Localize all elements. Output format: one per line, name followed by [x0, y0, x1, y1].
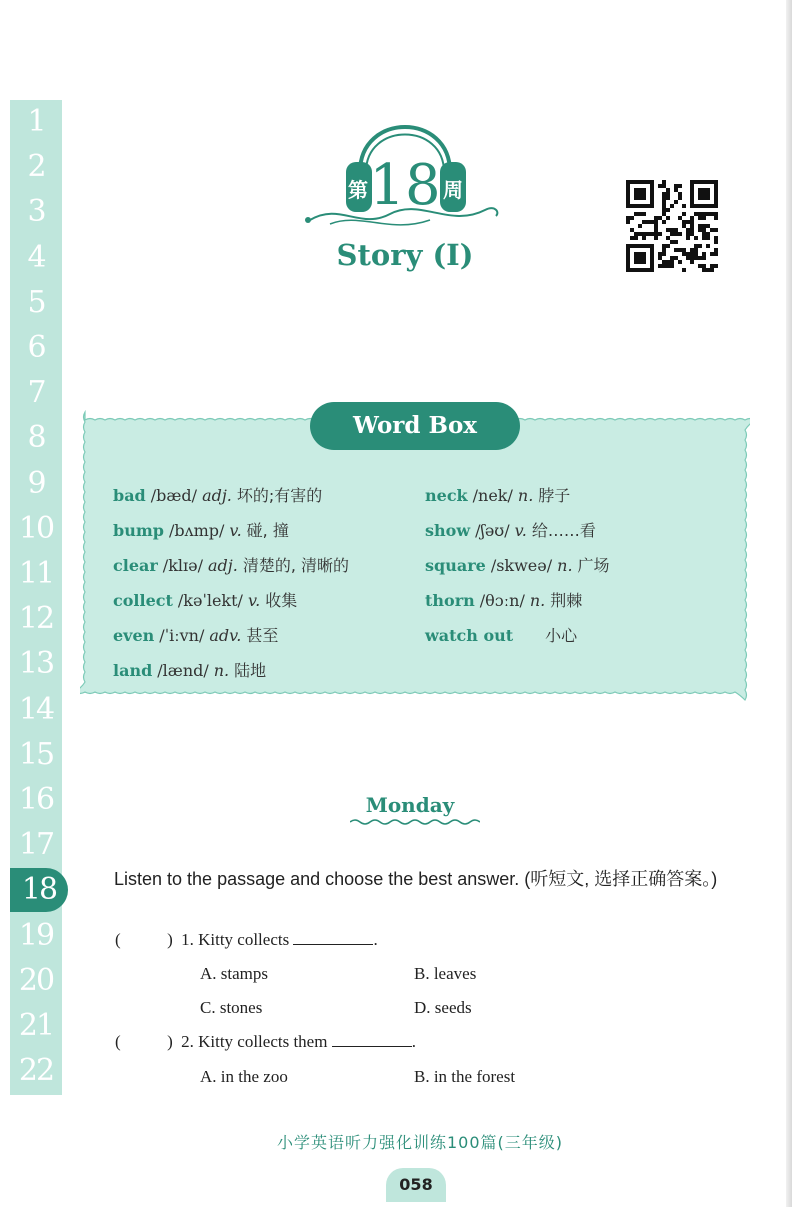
sidebar-week-22[interactable]: 22 [18, 1053, 54, 1089]
option-1b: B. leaves [414, 964, 477, 983]
option-1c: C. stones [200, 998, 263, 1017]
word-pos: adv. [209, 626, 242, 645]
sidebar-week-4[interactable]: 4 [27, 239, 45, 275]
sidebar-week-7[interactable]: 7 [27, 375, 45, 411]
word-term: bad [113, 486, 146, 505]
word-term: neck [425, 486, 468, 505]
word-phonetic: /nek/ [472, 486, 513, 505]
question-end: . [373, 930, 378, 949]
fill-blank [332, 1032, 412, 1047]
answer-paren-open: ( [115, 930, 121, 949]
word-meaning: 陆地 [234, 661, 267, 680]
week-index-sidebar [10, 100, 62, 1095]
word-pos: n. [517, 486, 534, 505]
word-box-left-column [113, 482, 354, 692]
word-meaning: 小心 [545, 626, 578, 645]
sidebar-week-17[interactable]: 17 [18, 827, 54, 863]
question-end: . [411, 1032, 416, 1051]
sidebar-week-21[interactable]: 21 [18, 1008, 54, 1043]
word-meaning: 坏的;有害的 [236, 486, 323, 505]
sidebar-week-8[interactable]: 8 [27, 420, 45, 456]
word-phonetic: /ˈiːvn/ [159, 626, 205, 645]
word-box-right-column [425, 482, 615, 657]
word-pos: v. [514, 521, 527, 540]
word-pos: v. [229, 521, 242, 540]
word-phonetic: /bæd/ [150, 486, 198, 505]
word-phonetic: /kəˈlekt/ [177, 591, 243, 610]
word-box-title: Word Box [310, 402, 520, 450]
word-entry [425, 482, 615, 517]
qr-code-icon[interactable] [626, 180, 718, 272]
answer-paren-close: ) [167, 1032, 173, 1051]
word-pos: n. [557, 556, 573, 575]
word-term: land [113, 661, 153, 680]
wavy-underline [350, 818, 480, 826]
sidebar-week-10[interactable]: 10 [18, 510, 54, 546]
sidebar-week-16[interactable]: 16 [18, 782, 54, 817]
word-entry [113, 517, 354, 552]
sidebar-week-1[interactable]: 1 [27, 104, 45, 139]
sidebar-week-2[interactable]: 2 [27, 149, 45, 185]
word-term: show [425, 521, 471, 540]
word-entry [113, 587, 354, 622]
word-entry [113, 482, 354, 517]
word-phonetic: /ʃəʊ/ [475, 521, 510, 540]
week-number: 18 [369, 153, 441, 218]
question-stem: 1. Kitty collects [181, 930, 290, 949]
fill-blank [293, 930, 373, 945]
word-entry [113, 657, 354, 692]
answer-paren-close: ) [167, 930, 173, 949]
question-1 [115, 930, 378, 950]
word-phonetic: /skweə/ [490, 556, 553, 575]
question-stem: 2. Kitty collects them [181, 1032, 328, 1051]
sidebar-week-12[interactable]: 12 [18, 601, 54, 637]
word-phonetic: /klɪə/ [162, 556, 203, 575]
instruction-text: Listen to the passage and choose the best answer. (听短文, 选择正确答案。) [114, 869, 718, 889]
option-1a: A. stamps [200, 964, 268, 983]
page-edge [786, 0, 792, 1207]
word-term: square [425, 556, 486, 575]
word-phonetic: /bʌmp/ [168, 521, 225, 540]
word-entry [425, 587, 615, 622]
word-term: clear [113, 556, 158, 575]
word-meaning: 脖子 [538, 486, 571, 505]
sidebar-week-18[interactable]: 18 [10, 868, 68, 912]
word-meaning: 甚至 [246, 626, 279, 645]
word-meaning: 荆棘 [550, 591, 583, 610]
sidebar-week-9[interactable]: 9 [27, 465, 45, 501]
word-meaning: 清楚的, 清晰的 [242, 556, 349, 575]
page-number: 058 [386, 1168, 446, 1202]
word-term: collect [113, 591, 173, 610]
sidebar-week-6[interactable]: 6 [27, 330, 45, 365]
day-heading: Monday [365, 793, 455, 817]
option-2a: A. in the zoo [200, 1067, 288, 1086]
sidebar-week-15[interactable]: 15 [18, 736, 54, 772]
book-title-footer: 小学英语听力强化训练100篇(三年级) [276, 1133, 564, 1152]
option-2b: B. in the forest [414, 1067, 516, 1086]
week-prefix: 第 [348, 178, 368, 202]
word-entry [425, 622, 615, 657]
option-1d: D. seeds [414, 998, 472, 1017]
word-meaning: 给……看 [531, 521, 596, 540]
word-entry [425, 517, 615, 552]
word-term: watch out [425, 626, 514, 645]
word-entry [425, 552, 615, 587]
sidebar-week-14[interactable]: 14 [18, 691, 54, 727]
word-pos: v. [247, 591, 261, 610]
answer-paren-open: ( [115, 1032, 121, 1051]
sidebar-week-20[interactable]: 20 [18, 962, 54, 998]
word-term: even [113, 626, 155, 645]
sidebar-week-5[interactable]: 5 [27, 284, 45, 320]
word-phonetic: /lænd/ [157, 661, 209, 680]
word-pos: n. [213, 661, 230, 680]
word-entry [113, 622, 354, 657]
word-term: bump [113, 521, 164, 540]
story-title: Story (I) [336, 238, 474, 272]
week-suffix: 周 [443, 178, 463, 202]
word-entry [113, 552, 354, 587]
word-meaning: 碰, 撞 [246, 521, 289, 540]
word-pos: adj. [207, 556, 238, 575]
word-pos: n. [529, 591, 546, 610]
sidebar-week-11[interactable]: 11 [18, 556, 54, 591]
word-pos: adj. [202, 486, 232, 505]
sidebar-week-13[interactable]: 13 [18, 646, 54, 682]
question-2 [115, 1032, 416, 1052]
headphones-week-badge [300, 102, 510, 242]
sidebar-week-3[interactable]: 3 [27, 194, 45, 230]
word-meaning: 广场 [577, 556, 610, 575]
word-term: thorn [425, 591, 475, 610]
sidebar-week-19[interactable]: 19 [18, 917, 54, 953]
word-meaning: 收集 [265, 591, 298, 610]
word-phonetic: /θɔːn/ [479, 591, 525, 610]
